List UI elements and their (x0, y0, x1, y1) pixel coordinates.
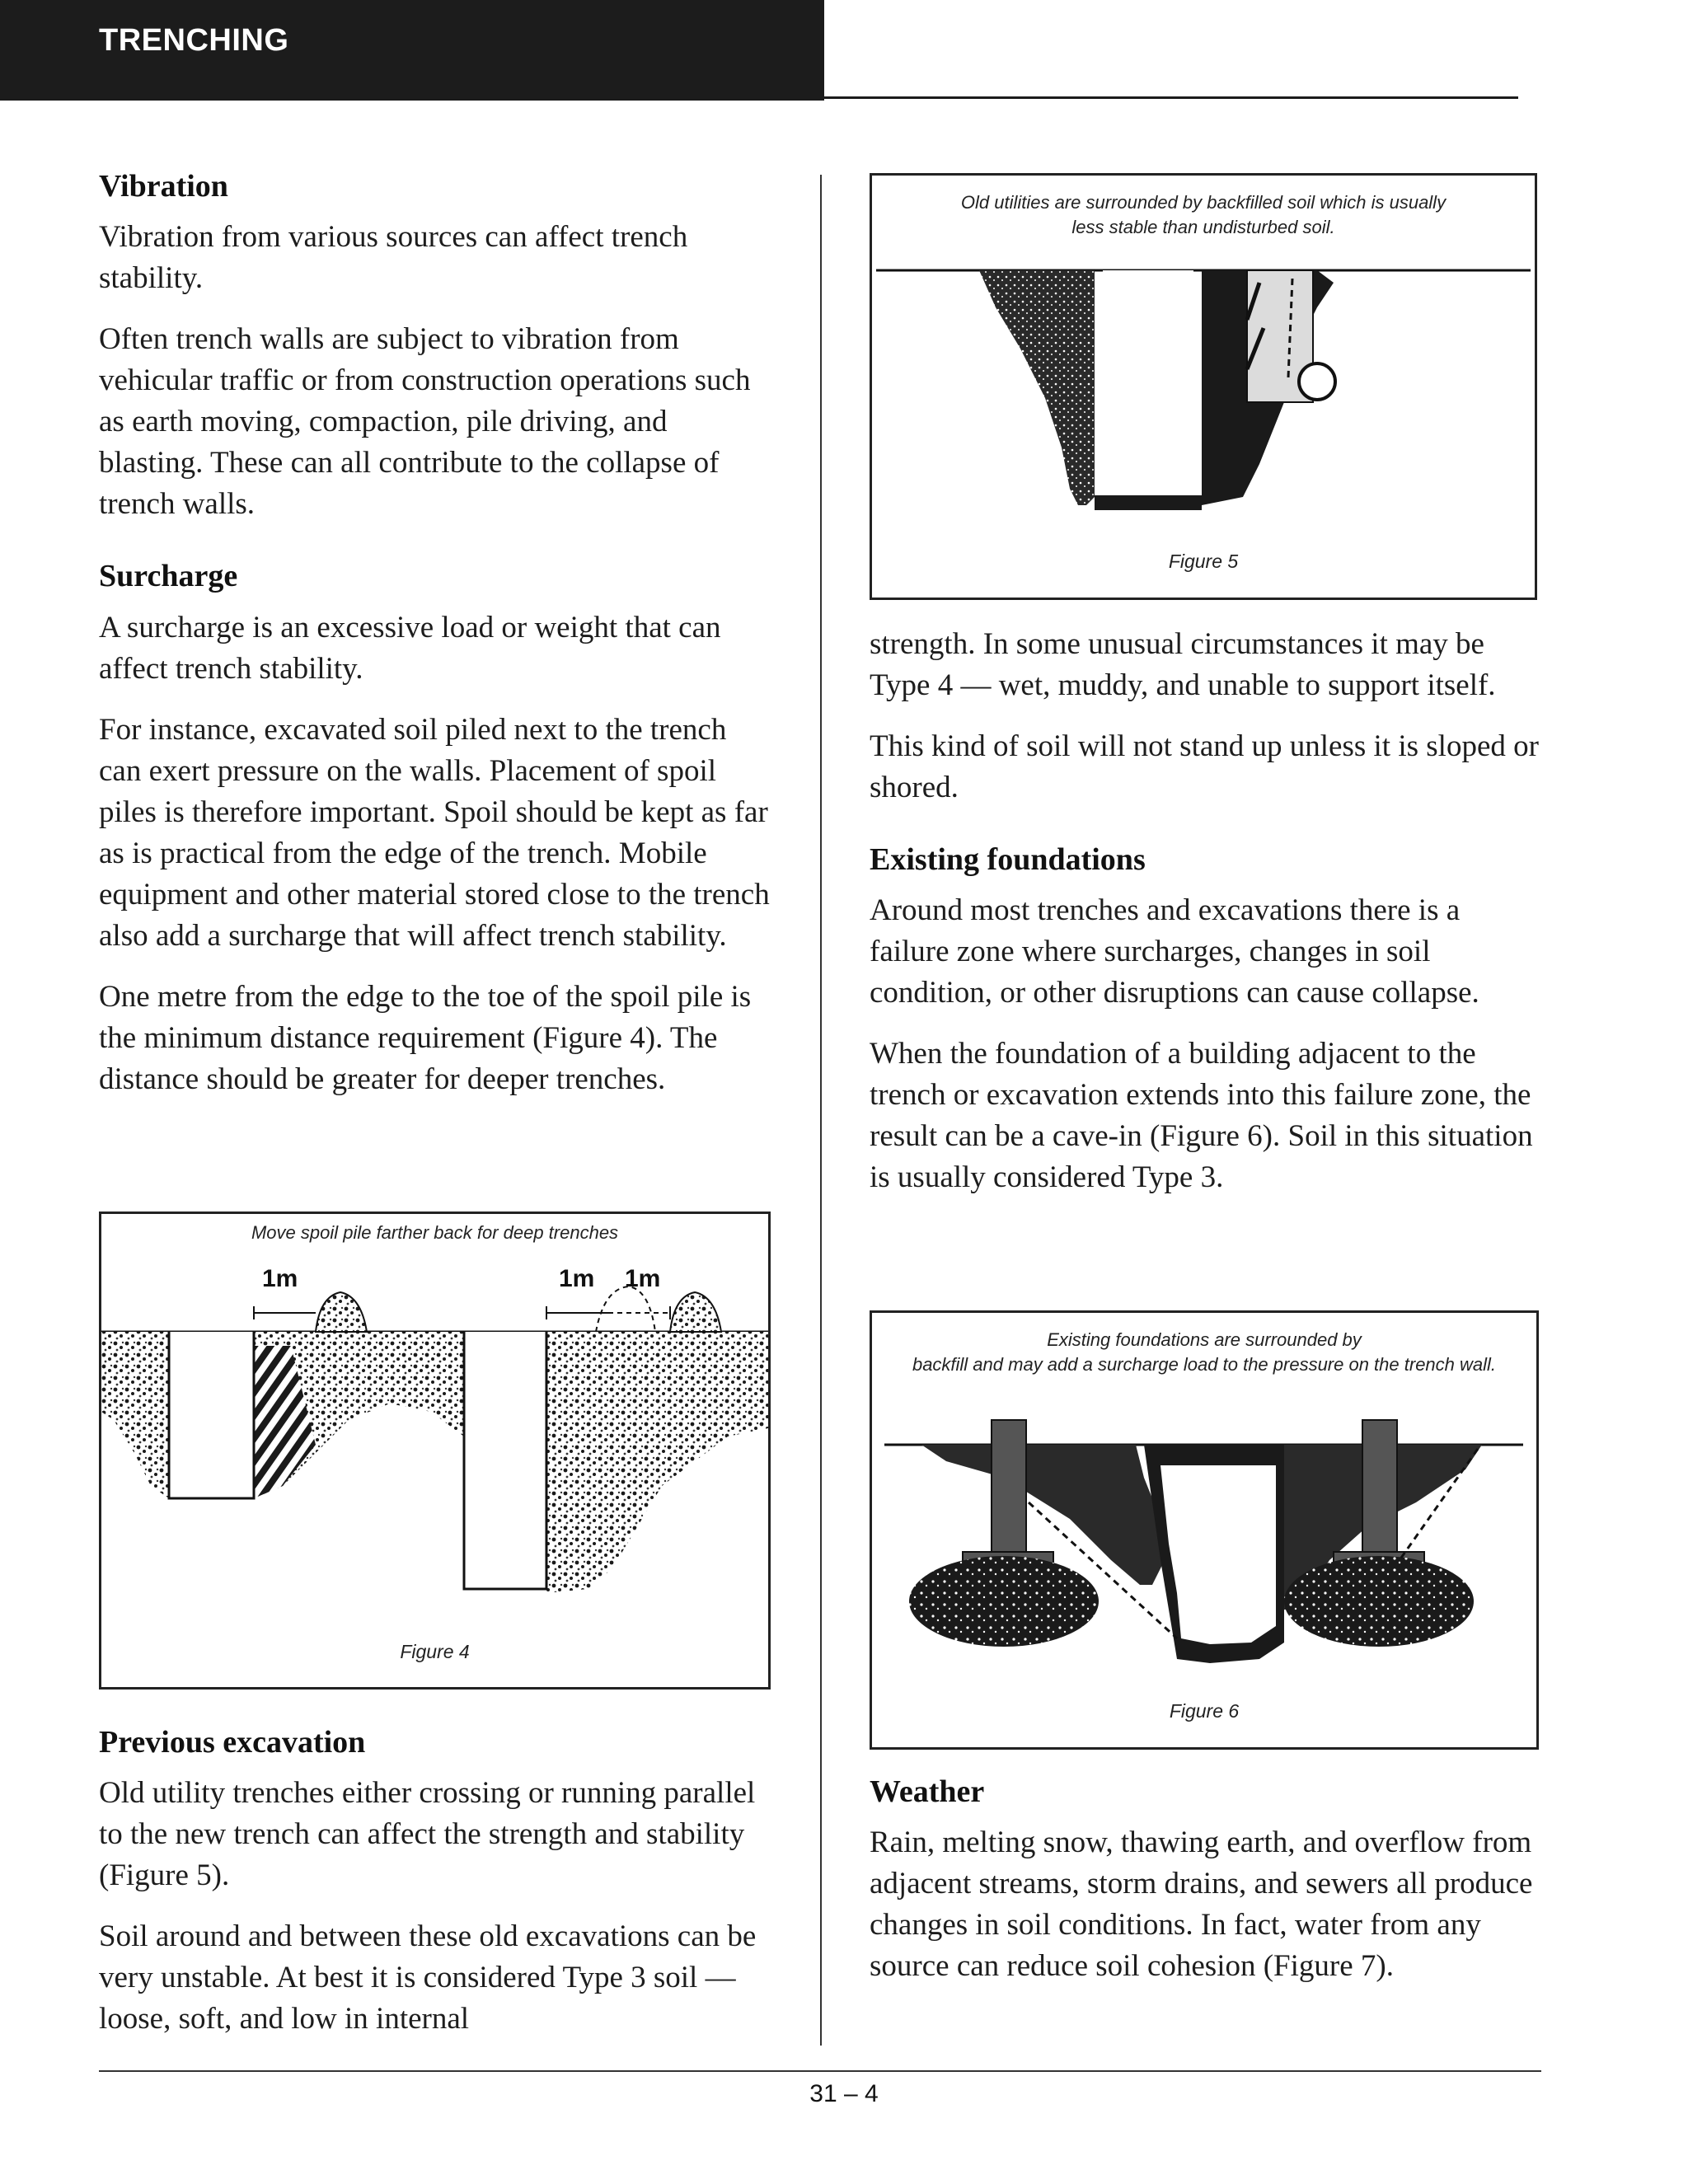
figure-4-dim-right-1: 1m (559, 1265, 595, 1292)
paragraph: For instance, excavated soil piled next to the trench can exert pressure on the walls. Placement of spoil piles is therefore important. Spoil should be kept as far as is practical from the edge of the trench. Mobile equipment and other material stored close to the trench also add a surcharge that will affect trench stability. (99, 712, 770, 953)
figure-5-caption-1: Old utilities are surrounded by backfilled soil which is usually (960, 192, 1447, 213)
heading-existing-foundations: Existing foundations (870, 842, 1146, 877)
paragraph: Often trench walls are subject to vibration from vehicular traffic or from construction operations such as earth moving, compaction, pile driving, and blasting. These can all contribute to the collapse of trench walls. (99, 322, 751, 522)
paragraph: Around most trenches and excavations there is a failure zone where surcharges, changes in soil condition, or other disruptions can cause collapse. (870, 893, 1479, 1010)
paragraph: A surcharge is an excessive load or weight that can affect trench stability. (99, 610, 721, 686)
paragraph: Old utility trenches either crossing or running parallel to the new trench can affect the strength and stability (Figure 5). (99, 1776, 756, 1893)
paragraph: This kind of soil will not stand up unless it is sloped or shored. (870, 729, 1539, 804)
paragraph: Soil around and between these old excavations can be very unstable. At best it is considered Type 3 soil — loose, soft, and low in internal (99, 1919, 757, 2036)
figure-5-label: Figure 5 (1168, 551, 1239, 572)
figure-4-caption: Move spoil pile farther back for deep trenches (251, 1222, 619, 1243)
paragraph: Vibration from various sources can affect trench stability. (99, 220, 688, 296)
footer-rule (99, 2070, 1541, 2072)
left-column-lower (99, 1722, 775, 2060)
paragraph: One metre from the edge to the toe of the spoil pile is the minimum distance requirement (Figure 4). The distance should be greater for deeper trenches. (99, 979, 752, 1096)
figure-6-caption-1: Existing foundations are surrounded by (1047, 1329, 1362, 1350)
column-divider (820, 175, 822, 2046)
paragraph: Rain, melting snow, thawing earth, and overflow from adjacent streams, storm drains, and sewers all produce changes in soil conditions. In fact, water from any source can reduce soil cohesion (Figure 7). (870, 1825, 1533, 1984)
right-column-text-2 (870, 1772, 1545, 2007)
section-title: TRENCHING (99, 23, 289, 58)
figure-6 (870, 1310, 1539, 1750)
left-column (99, 166, 775, 1120)
figure-4-label: Figure 4 (400, 1641, 470, 1662)
figure-4-illustration (101, 1214, 768, 1687)
figure-5-caption-2: less stable than undisturbed soil. (1071, 217, 1335, 237)
figure-6-caption-2: backfill and may add a surcharge load to the pressure on the trench wall. (912, 1354, 1497, 1375)
page-number: 31 – 4 (809, 2080, 879, 2107)
heading-weather: Weather (870, 1774, 985, 1809)
heading-previous-excavation: Previous excavation (99, 1725, 366, 1760)
right-column-text-1 (870, 624, 1545, 1218)
figure-4-dim-right-2: 1m (625, 1265, 661, 1292)
header-rule (824, 96, 1518, 99)
heading-surcharge: Surcharge (99, 559, 238, 594)
figure-6-label: Figure 6 (1169, 1700, 1240, 1722)
header-bar (0, 0, 824, 101)
figure-6-illustration (872, 1313, 1536, 1747)
figure-5-illustration (872, 176, 1535, 598)
figure-5 (870, 173, 1537, 600)
figure-4-dim-left: 1m (262, 1265, 298, 1292)
paragraph: When the foundation of a building adjacent to the trench or excavation extends into this failure zone, the result can be a cave-in (Figure 6). Soil in this situation is usually considered Type 3. (870, 1037, 1533, 1195)
figure-4 (99, 1212, 771, 1690)
heading-vibration: Vibration (99, 169, 228, 204)
paragraph: strength. In some unusual circumstances it may be Type 4 — wet, muddy, and unable to support itself. (870, 627, 1496, 702)
